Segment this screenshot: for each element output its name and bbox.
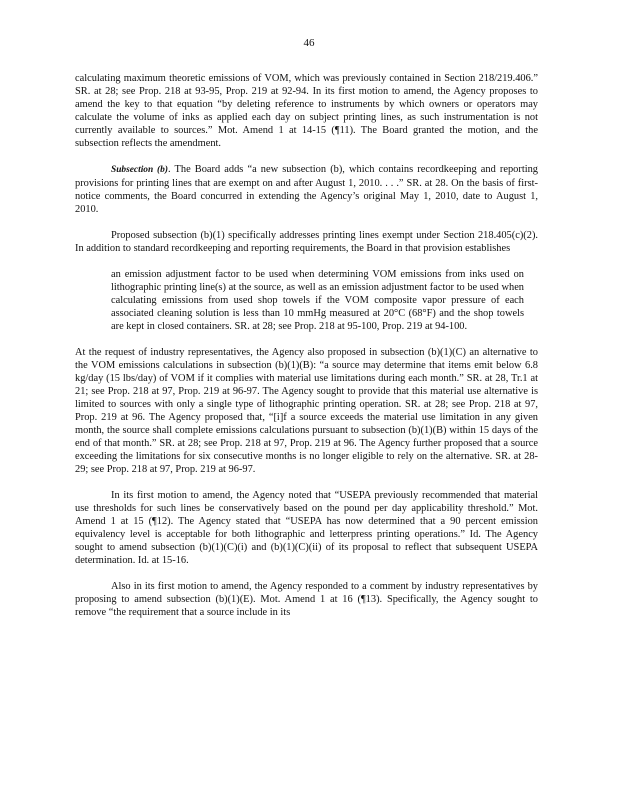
subsection-text: . The Board adds “a new subsection (b), which contains recordkeeping and reporting provisions for printing lines that are exempt on and after August 1, 2010. . . .” SR. at 28. On the basis of first-notice comments, the Board concurred in extending the Agency’s original May 1, 2010, date to August 1, 2010. (75, 164, 538, 215)
paragraph-also: Also in its first motion to amend, the Agency responded to a comment by industry representatives by proposing to amend subsection (b)(1)(E). Mot. Amend 1 at 16 (¶13). Specifically, the Agency sought to remove “the requirement that a source include in its (75, 581, 538, 618)
document-body (75, 72, 538, 619)
paragraph-continuation: calculating maximum theoretic emissions of VOM, which was previously contained in Section 218/219.406.” SR. at 28; see Prop. 218 at 93-95, Prop. 219 at 92-94. In its first motion to amend, the Agency proposes to amend the key to that equation “by deleting reference to instruments by which owners or operators may calculate the volume of inks as applied each day on subject printing lines, as such instrumentation is not currently available to sources.” Mot. Amend 1 at 14-15 (¶11). The Board granted the motion, and the subsection reflects the amendment. (75, 73, 538, 149)
block-quote: an emission adjustment factor to be used when determining VOM emissions from inks used on lithographic printing line(s) at the source, as well as an emission adjustment factor to be used when calculating emissions from used shop towels if the VOM composite vapor pressure of each associated cleaning solution is less than 10 mmHg measured at 20°C (68°F) and the shop towels are kept in closed containers. SR. at 28; see Prop. 218 at 95-100, Prop. 219 at 94-100. (111, 269, 524, 332)
page-number: 46 (303, 37, 315, 49)
paragraph-usepa: In its first motion to amend, the Agency noted that “USEPA previously recommended that material use thresholds for such lines be conservatively based on the pound per day applicability threshold.” Mot. Amend 1 at 15 (¶12). The Agency stated that “USEPA has now determined that a 90 percent emission equivalency level is acceptable for both lithographic and letterpress printing operations.” Id. The Agency sought to amend subsection (b)(1)(C)(i) and (b)(1)(C)(ii) of its proposal to reflect that subsequent USEPA determination. Id. at 15-16. (75, 490, 538, 566)
subsection-heading: Subsection (b) (111, 165, 168, 175)
paragraph-b1: Proposed subsection (b)(1) specifically addresses printing lines exempt under Section 218.405(c)(2). In addition to standard recordkeeping and reporting requirements, the Board in that provision establishes (75, 230, 538, 254)
paragraph-industry-request: At the request of industry representatives, the Agency also proposed in subsection (b)(1)(C) an alternative to the VOM emissions calculations in subsection (b)(1)(B): “a source may determine that items emit below 6.8 kg/day (15 lbs/day) of VOM if it complies with material use limitations during each month.” SR. at 28, Tr.1 at 21; see Prop. 218 at 97, Prop. 219 at 96-97. The Agency sought to provide that this material use alternative is limited to sources with only a single type of lithographic printing operation. SR. at 28; see Prop. 218 at 97, Prop. 219 at 96. The Agency proposed that, “[i]f a source exceeds the material use limitation in any given month, the source shall complete emissions calculations pursuant to subsection (b)(1)(B) within 15 days of the end of that month.” SR. at 28; see Prop. 218 at 97, Prop. 219 at 96. The Agency further proposed that a source exceeding the limitations for six consecutive months is no longer eligible to rely on the alternative. SR. at 28-29; see Prop. 218 at 97, Prop. 219 at 96-97. (75, 347, 538, 475)
paragraph-subsection-b (75, 163, 538, 216)
